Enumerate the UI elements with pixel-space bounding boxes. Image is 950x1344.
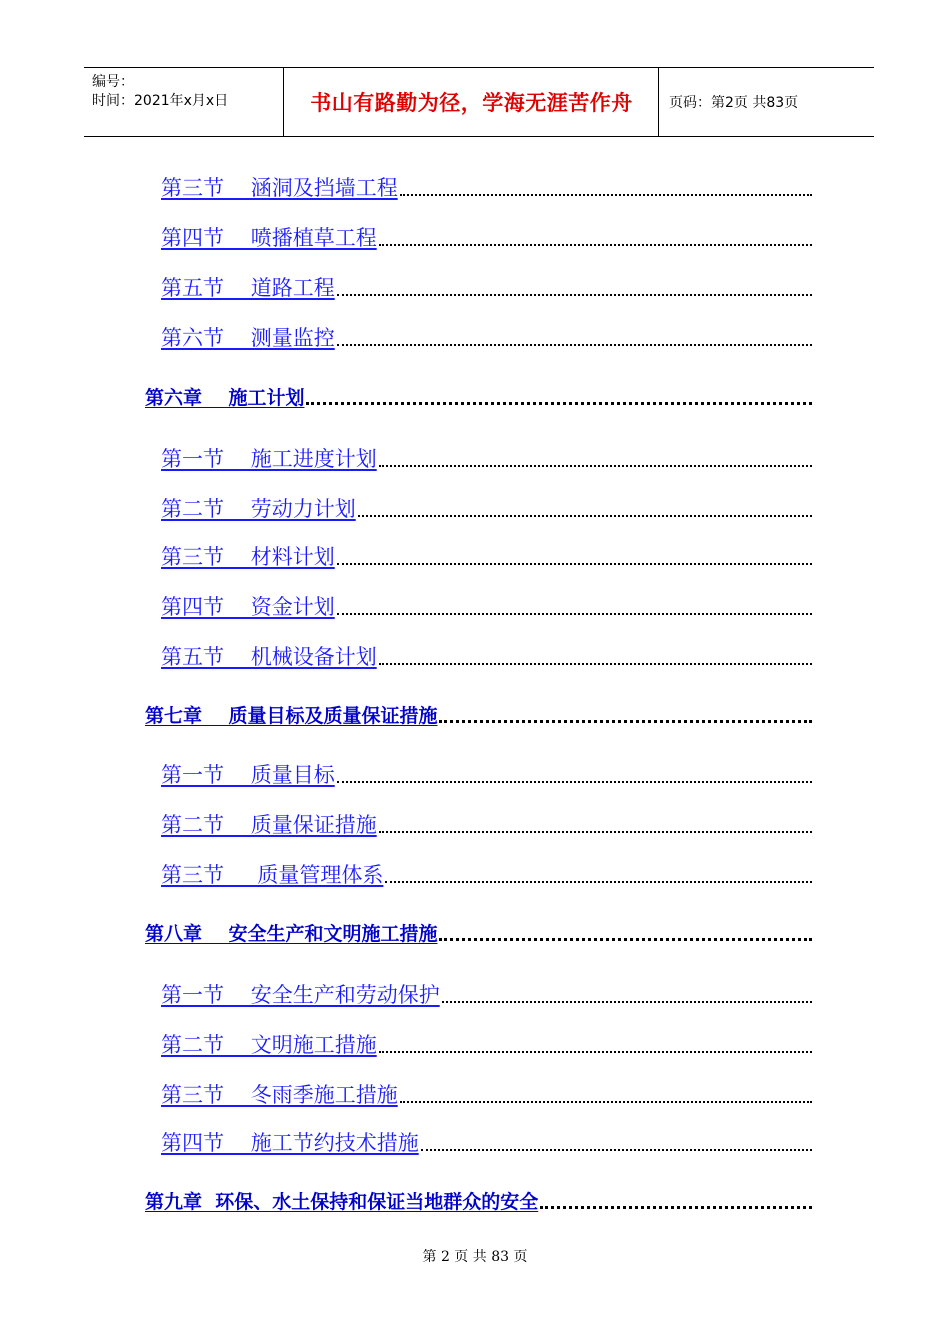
toc-entry-link[interactable]: 第七章 质量目标及质量保证措施 [145,705,438,727]
toc-leader-dots [358,515,812,517]
header-page-info: 页码：第2页 共83页 [669,95,799,111]
toc-leader-dots [540,1206,812,1209]
toc-section-entry[interactable] [161,979,812,1009]
toc-leader-dots [379,831,812,833]
toc-entry-link[interactable]: 第五节 道路工程 [161,276,335,300]
toc-entry-link[interactable]: 第二节 文明施工措施 [161,1033,377,1057]
toc-section-entry[interactable] [161,591,812,621]
toc-leader-dots [306,402,812,405]
number-label: 编号： [92,74,134,90]
toc-section-entry[interactable] [161,859,812,889]
toc-section-entry[interactable] [161,1127,812,1157]
toc-entry-link[interactable]: 第四节 施工节约技术措施 [161,1131,419,1155]
toc-leader-dots [379,663,812,665]
toc-entry-link[interactable]: 第三节 材料计划 [161,545,335,569]
toc-entry-link[interactable]: 第八章 安全生产和文明施工措施 [145,923,438,945]
time-label: 时间：2021年x月x日 [92,93,229,109]
toc-leader-dots [337,781,812,783]
toc-leader-dots [421,1149,812,1151]
header-motto: 书山有路勤为径，学海无涯苦作舟 [285,68,659,136]
toc-section-entry[interactable] [161,541,812,571]
toc-leader-dots [400,1101,812,1103]
toc-chapter-entry[interactable] [145,701,812,728]
toc-entry-link[interactable]: 第三节 涵洞及挡墙工程 [161,176,398,200]
page-footer: 第 2 页 共 83 页 [422,1249,528,1265]
toc-leader-dots [439,720,812,723]
toc-chapter-entry[interactable] [145,919,812,946]
toc-section-entry[interactable] [161,641,812,671]
toc-section-entry[interactable] [161,443,812,473]
toc-entry-link[interactable]: 第三节 冬雨季施工措施 [161,1083,398,1107]
toc-section-entry[interactable] [161,172,812,202]
toc-chapter-entry[interactable] [145,383,812,410]
toc-entry-link[interactable]: 第九章 环保、水土保持和保证当地群众的安全 [145,1191,539,1213]
toc-section-entry[interactable] [161,809,812,839]
toc-leader-dots [379,465,812,467]
toc-chapter-entry[interactable] [145,1187,812,1214]
toc-entry-link[interactable]: 第六章 施工计划 [145,387,305,409]
toc-section-entry[interactable] [161,1029,812,1059]
toc-leader-dots [337,294,812,296]
toc-leader-dots [400,194,812,196]
page-header [84,67,874,137]
toc-leader-dots [337,563,812,565]
toc-leader-dots [442,1001,812,1003]
toc-entry-link[interactable]: 第一节 施工进度计划 [161,447,377,471]
toc-leader-dots [385,881,812,883]
toc-entry-link[interactable]: 第二节 劳动力计划 [161,497,356,521]
toc-leader-dots [379,1051,812,1053]
toc-section-entry[interactable] [161,759,812,789]
toc-leader-dots [439,938,812,941]
toc-entry-link[interactable]: 第六节 测量监控 [161,326,335,350]
toc-leader-dots [337,613,812,615]
toc-section-entry[interactable] [161,493,812,523]
toc-entry-link[interactable]: 第五节 机械设备计划 [161,645,377,669]
toc-section-entry[interactable] [161,222,812,252]
toc-leader-dots [337,344,812,346]
toc-entry-link[interactable]: 第一节 质量目标 [161,763,335,787]
toc-section-entry[interactable] [161,272,812,302]
header-meta [84,68,284,136]
toc-entry-link[interactable]: 第二节 质量保证措施 [161,813,377,837]
toc-entry-link[interactable]: 第四节 喷播植草工程 [161,226,377,250]
toc-entry-link[interactable]: 第三节 质量管理体系 [161,863,384,887]
toc-entry-link[interactable]: 第四节 资金计划 [161,595,335,619]
toc-section-entry[interactable] [161,322,812,352]
toc-leader-dots [379,244,812,246]
toc-entry-link[interactable]: 第一节 安全生产和劳动保护 [161,983,440,1007]
toc-section-entry[interactable] [161,1079,812,1109]
